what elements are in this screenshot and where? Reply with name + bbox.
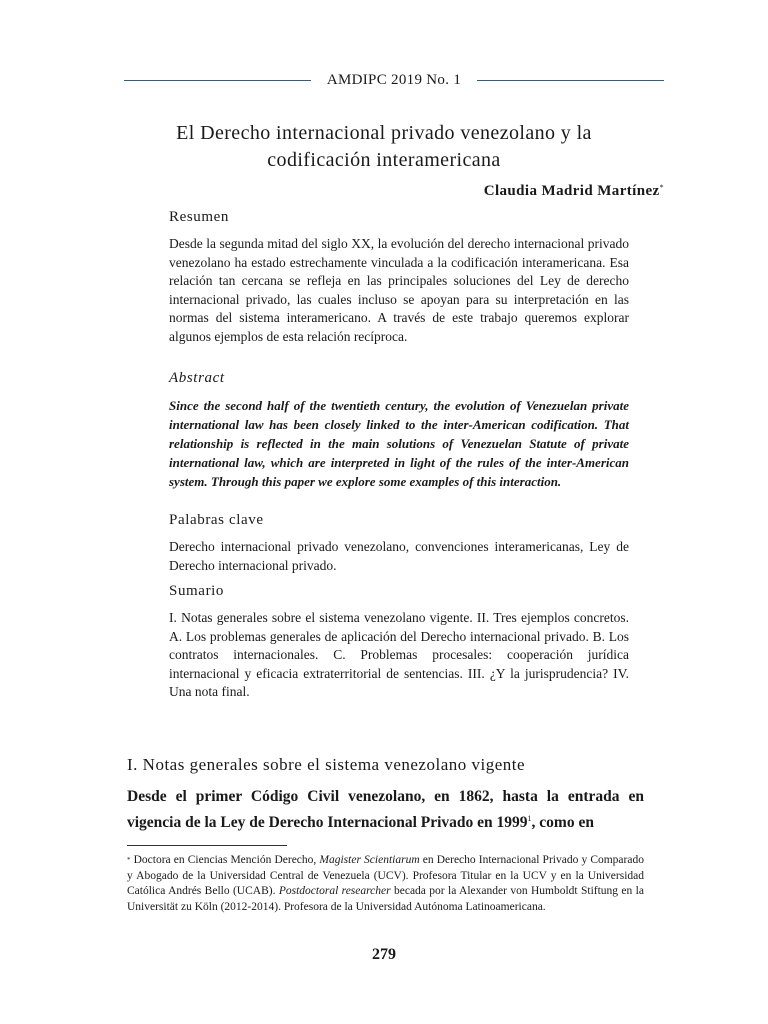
- abstract-text: Since the second half of the twentieth century, the evolution of Venezuelan private international law has been closely linked to the inter-American codification. That relationship is reflected in the main solutions of Venezuelan Statute of private international law, which are interpreted in light of the rules of the inter-American system. Through this paper we explore some examples of this interaction.: [169, 398, 629, 489]
- header-rule-right: [477, 80, 664, 81]
- footnote-text-3: becada por la Alexander von Humboldt Stiftung en la Universität zu Köln (2012-2014). Profesora de la Universidad Autónoma Latinoamericana.: [127, 885, 644, 913]
- journal-label: AMDIPC 2019 No. 1: [326, 72, 462, 88]
- author-name: [484, 183, 664, 200]
- resumen-text: Desde la segunda mitad del siglo XX, la evolución del derecho internacional privado venezolano ha estado estrechamente vinculada a la codificación interamericana. Esa relación tan cercana se refleja en las principales soluciones del Ley de derecho internacional privado, las cuales incluso se apoyan para su interpretación en las normas del sistema interamericano. A través de este trabajo queremos explorar algunos ejemplos de esta relación recíproca.: [169, 236, 629, 344]
- abstract-section: [169, 370, 629, 491]
- summary-text: I. Notas generales sobre el sistema venezolano vigente. II. Tres ejemplos concretos. A. Los problemas generales de aplicación del Derecho internacional privado. B. Los contratos internacionales. C. Problemas procesales: cooperación jurídica internacional y eficacia extraterritorial de sentencias. III. ¿Y la jurisprudencia? IV. Una nota final.: [169, 610, 629, 699]
- keywords-text: Derecho internacional privado venezolano, convenciones interamericanas, Ley de Derecho internacional privado.: [169, 539, 629, 573]
- keywords-section: [169, 512, 629, 575]
- footnote: [127, 853, 644, 915]
- footnote-italic-2: Postdoctoral researcher: [278, 885, 391, 897]
- footnote-mark: *: [127, 856, 131, 864]
- running-header: [124, 72, 664, 89]
- footnote-text-2: en Derecho Internacional Privado y Comparado y Abogado de la Universidad Central de Venezuela (UCV). Profesora Titular en la UCV y en la Universidad Católica Andrés Bello (UCAB).: [127, 854, 644, 897]
- resumen-section: [169, 209, 629, 346]
- title-line-2: codificación interamericana: [267, 149, 501, 171]
- summary-heading: Sumario: [169, 583, 225, 599]
- summary-section: [169, 583, 629, 702]
- section-heading: I. Notas generales sobre el sistema venezolano vigente: [127, 755, 526, 774]
- footnote-italic-1: Magister Scientiarum: [319, 854, 420, 866]
- header-rule-left: [124, 80, 311, 81]
- footnote-ref-1[interactable]: 1: [527, 814, 532, 823]
- body-text-2: , como en: [531, 814, 594, 832]
- abstract-heading: Abstract: [169, 370, 225, 386]
- author-footnote-mark[interactable]: *: [659, 183, 664, 192]
- body-text-1: Desde el primer Código Civil venezolano, en 1862, hasta la entrada en vigencia de la Ley de Derecho Internacional Privado en 1999: [127, 788, 644, 832]
- resumen-heading: Resumen: [169, 209, 230, 225]
- author-text: Claudia Madrid Martínez: [483, 183, 660, 199]
- footnote-text-1: Doctora en Ciencias Mención Derecho,: [130, 854, 320, 866]
- article-title: [100, 120, 668, 174]
- page-number: 279: [372, 946, 396, 963]
- body-paragraph: [127, 786, 644, 834]
- title-line-1: El Derecho internacional privado venezolano y la: [176, 122, 592, 144]
- footnote-separator: [127, 845, 287, 846]
- keywords-heading: Palabras clave: [169, 512, 264, 528]
